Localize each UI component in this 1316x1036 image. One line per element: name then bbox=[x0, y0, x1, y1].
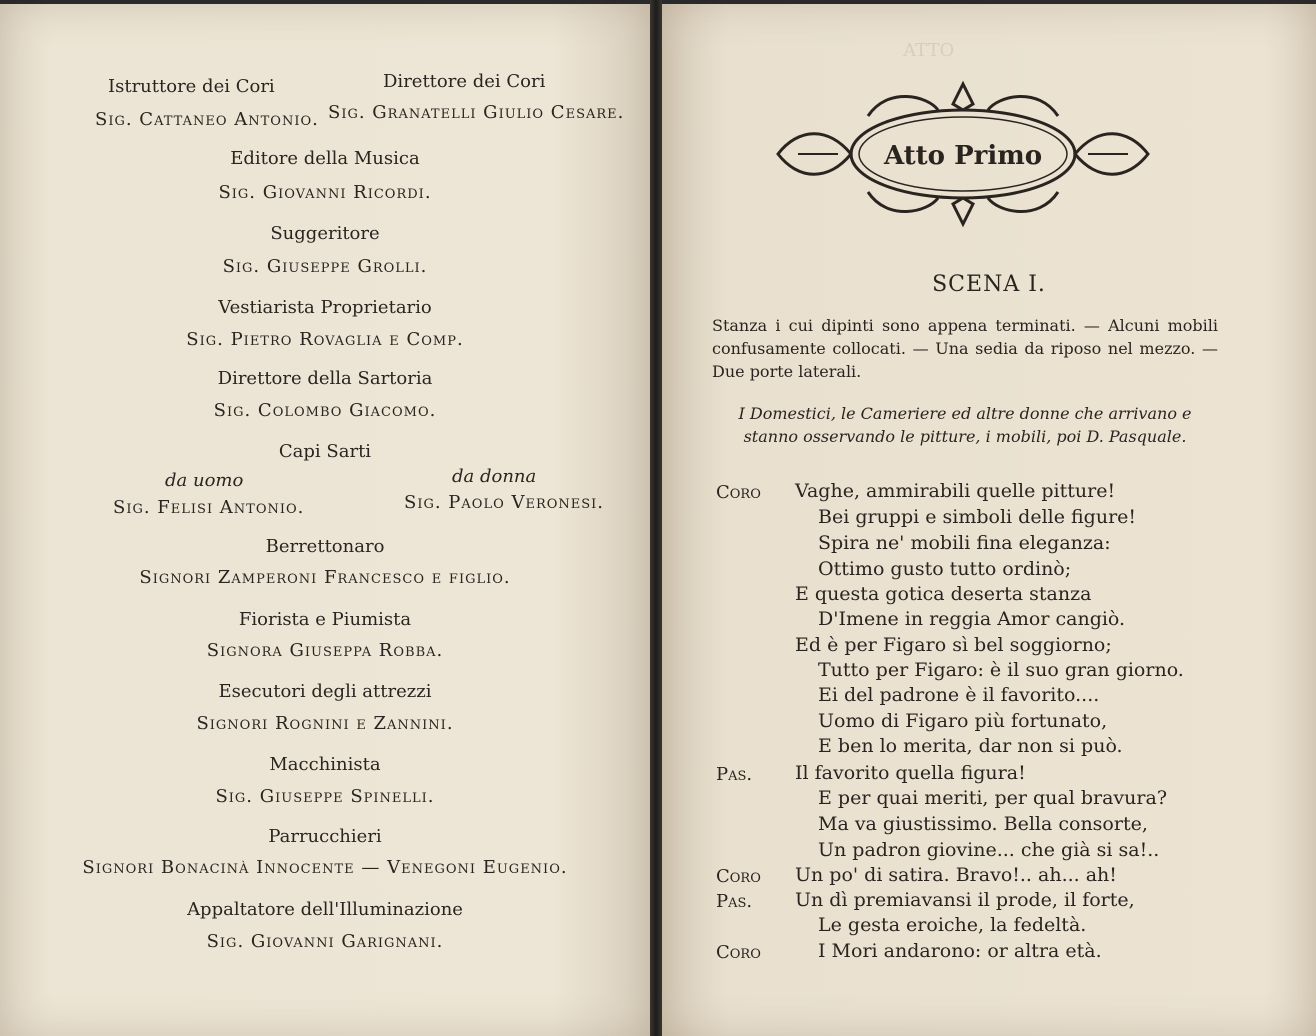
verse-line: Vaghe, ammirabili quelle pitture! bbox=[795, 480, 1116, 502]
verse-line: Ei del padrone è il favorito.... bbox=[818, 684, 1100, 706]
direttore-cori-name: Sig. Granatelli Giulio Cesare. bbox=[328, 102, 625, 123]
act-title-ornament bbox=[768, 76, 1158, 232]
verse-line: Tutto per Figaro: è il suo gran giorno. bbox=[818, 659, 1184, 681]
verse-line: Uomo di Figaro più fortunato, bbox=[818, 710, 1108, 732]
verse-line: Spira ne' mobili fina eleganza: bbox=[818, 532, 1111, 554]
verse-line: Un po' di satira. Bravo!.. ah... ah! bbox=[795, 864, 1117, 886]
speaker-label: Pas. bbox=[716, 764, 753, 785]
characters-note: I Domestici, le Cameriere ed altre donne che arrivano e stanno osservando le pitture, i mobili, poi D. Pasquale. bbox=[738, 404, 1192, 446]
verse-line: Bei gruppi e simboli delle figure! bbox=[818, 506, 1137, 528]
verse-line: Il favorito quella figura! bbox=[795, 762, 1026, 784]
sarti-left-name: Sig. Felisi Antonio. bbox=[113, 497, 305, 518]
entry-name: Signori Bonacinà Innocente — Venegoni Eugenio. bbox=[82, 857, 568, 878]
istruttore-title: Istruttore dei Cori bbox=[108, 76, 275, 97]
entry-title: Direttore della Sartoria bbox=[217, 368, 433, 389]
sarti-left-label: da uomo bbox=[165, 470, 244, 491]
entry-name: Signori Zamperoni Francesco e figlio. bbox=[139, 567, 511, 588]
entry-name: Sig. Giovanni Garignani. bbox=[206, 931, 444, 952]
entry-name: Sig. Giuseppe Grolli. bbox=[222, 256, 428, 277]
entry-title: Capi Sarti bbox=[278, 441, 372, 462]
verse-line: Un dì premiavansi il prode, il forte, bbox=[795, 889, 1135, 911]
verse-line: E ben lo merita, dar non si può. bbox=[818, 735, 1123, 757]
verse-line: D'Imene in reggia Amor cangiò. bbox=[818, 608, 1126, 630]
entry-title: Vestiarista Proprietario bbox=[218, 297, 432, 318]
entry-name: Sig. Pietro Rovaglia e Comp. bbox=[186, 329, 464, 350]
stage-direction: Stanza i cui dipinti sono appena terminati. — Alcuni mobili confusamente collocati. — Una sedia da riposo nel mezzo. — Due porte laterali. bbox=[712, 316, 1218, 381]
direttore-cori-title: Direttore dei Cori bbox=[383, 71, 546, 92]
entry-title: Parrucchieri bbox=[268, 826, 382, 847]
entry-title: Macchinista bbox=[269, 754, 381, 775]
entry-title: Fiorista e Piumista bbox=[238, 609, 412, 630]
verse-line: Ma va giustissimo. Bella consorte, bbox=[818, 813, 1148, 835]
verse-line: Un padron giovine... che già si sa!.. bbox=[818, 839, 1160, 861]
verse-line: I Mori andarono: or altra età. bbox=[818, 940, 1102, 962]
entry-name: Sig. Giovanni Ricordi. bbox=[218, 182, 432, 203]
verse-line: Ed è per Figaro sì bel soggiorno; bbox=[795, 634, 1112, 656]
entry-title: Esecutori degli attrezzi bbox=[218, 681, 432, 702]
istruttore-name: Sig. Cattaneo Antonio. bbox=[95, 109, 319, 130]
entry-name: Signori Rognini e Zannini. bbox=[196, 713, 454, 734]
entry-name: Sig. Colombo Giacomo. bbox=[213, 400, 437, 421]
entry-title: Editore della Musica bbox=[230, 148, 420, 169]
sarti-right-label: da donna bbox=[452, 466, 537, 487]
entry-name: Sig. Giuseppe Spinelli. bbox=[215, 786, 435, 807]
speaker-label: Coro bbox=[716, 866, 761, 887]
verse-line: E per quai meriti, per qual bravura? bbox=[818, 787, 1168, 809]
entry-title: Berrettonaro bbox=[265, 536, 385, 557]
book-gutter bbox=[650, 0, 662, 1036]
sarti-right-name: Sig. Paolo Veronesi. bbox=[404, 492, 605, 513]
scene-title: SCENA I. bbox=[932, 272, 1046, 297]
verse-line: Ottimo gusto tutto ordinò; bbox=[818, 558, 1072, 580]
verse-line: E questa gotica deserta stanza bbox=[795, 583, 1092, 605]
speaker-label: Pas. bbox=[716, 891, 753, 912]
entry-title: Appaltatore dell'Illuminazione bbox=[187, 899, 463, 920]
entry-name: Signora Giuseppa Robba. bbox=[206, 640, 444, 661]
act-title: Atto Primo bbox=[883, 141, 1043, 171]
entry-title: Suggeritore bbox=[270, 223, 380, 244]
speaker-label: Coro bbox=[716, 482, 761, 503]
speaker-label: Coro bbox=[716, 942, 761, 963]
verse-line: Le gesta eroiche, la fedeltà. bbox=[818, 914, 1087, 936]
